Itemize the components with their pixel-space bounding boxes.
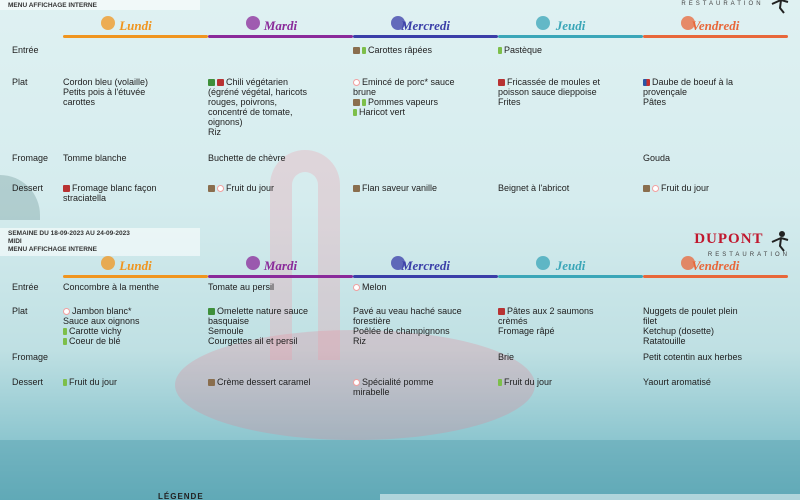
menu-cell-dessert-lundi — [63, 183, 203, 203]
day-underline — [498, 35, 643, 38]
week-2-menu — [0, 222, 800, 412]
dish-line — [208, 87, 348, 97]
chef-figure-icon — [768, 0, 790, 14]
week-1-header — [0, 0, 200, 10]
dish-line — [643, 87, 783, 97]
legend-bar — [380, 494, 800, 500]
dish-text: Carotte vichy — [69, 326, 122, 336]
label-rouge-icon — [217, 79, 224, 86]
pork-free-icon — [353, 79, 360, 86]
dish-text: Chili végétarien — [226, 77, 289, 87]
row-label-dessert: Dessert — [12, 377, 44, 387]
dish-line — [643, 316, 783, 326]
dish-line — [643, 153, 783, 163]
row-label-fromage: Fromage — [12, 352, 49, 362]
dish-text: Fruit du jour — [661, 183, 710, 193]
dish-text: Pâtes — [643, 97, 667, 107]
menu-cell-plat-lundi — [63, 306, 203, 346]
legend-title: LÉGENDE — [158, 492, 204, 500]
menu-cell-entree-mardi — [208, 282, 348, 292]
day-name: Jeudi — [555, 18, 586, 33]
dish-line — [643, 352, 783, 362]
dish-line — [353, 336, 493, 346]
dish-text: Pastèque — [504, 45, 543, 55]
menu-cell-entree-mercredi — [353, 45, 493, 55]
dish-line — [498, 77, 638, 87]
menu-cell-plat-mercredi — [353, 77, 493, 117]
menu-cell-dessert-mercredi — [353, 377, 493, 397]
dish-line — [63, 326, 203, 336]
label-rouge-icon — [498, 79, 505, 86]
dish-line — [643, 326, 783, 336]
menu-cell-plat-mercredi — [353, 306, 493, 346]
dish-line — [208, 153, 348, 163]
week-1-menu — [0, 0, 800, 215]
dish-text: Cordon bleu (volaille) — [63, 77, 149, 87]
dish-line — [63, 377, 203, 387]
dish-text: Ratatouille — [643, 336, 686, 346]
plant-icon — [353, 109, 357, 116]
day-name: Vendredi — [691, 258, 740, 273]
local-icon — [353, 47, 360, 54]
dish-line — [353, 77, 493, 87]
day-underline — [208, 275, 353, 278]
seasonal-icon — [353, 284, 360, 291]
dish-text: Spécialité pomme — [362, 377, 434, 387]
menu-cell-fromage-vendredi — [643, 352, 783, 362]
dish-text: forestière — [353, 316, 391, 326]
dish-text: Poêlée de champignons — [353, 326, 450, 336]
day-name: Mardi — [263, 258, 298, 273]
dish-text: (égréné végétal, haricots — [208, 87, 308, 97]
dish-line — [208, 183, 348, 193]
dish-text: Haricot vert — [359, 107, 406, 117]
dish-line — [208, 282, 348, 292]
brand-tagline: RESTAURATION — [707, 252, 790, 258]
dish-text: Melon — [362, 282, 387, 292]
dish-text: Fricassée de moules et — [507, 77, 601, 87]
chef-figure-icon — [768, 230, 790, 252]
menu-cell-plat-lundi — [63, 77, 203, 107]
dish-line — [353, 183, 493, 193]
dish-text: brune — [353, 87, 377, 97]
dish-line — [63, 282, 203, 292]
dish-line — [498, 326, 638, 336]
dish-text: rouges, poivrons, — [208, 97, 278, 107]
row-label-fromage: Fromage — [12, 153, 49, 163]
dish-line — [63, 306, 203, 316]
dish-text: basquaise — [208, 316, 250, 326]
day-name: Mercredi — [400, 258, 451, 273]
dish-text: Frites — [498, 97, 521, 107]
dish-line — [208, 336, 348, 346]
dish-line — [208, 77, 348, 87]
dish-text: Riz — [208, 127, 221, 137]
dish-line — [63, 183, 203, 193]
vegetarian-icon — [208, 79, 215, 86]
seasonal-icon — [652, 185, 659, 192]
row-label-entree: Entrée — [12, 282, 39, 292]
dish-text: Tomate au persil — [208, 282, 275, 292]
week-1-header-text: MENU AFFICHAGE INTERNE — [8, 2, 97, 9]
plant-icon — [362, 47, 366, 54]
dish-line — [353, 387, 493, 397]
dish-text: Daube de boeuf à la — [652, 77, 734, 87]
dish-text: Gouda — [643, 153, 671, 163]
dish-text: carottes — [63, 97, 96, 107]
dish-line — [208, 316, 348, 326]
dish-text: Fruit du jour — [226, 183, 275, 193]
menu-cell-plat-vendredi — [643, 306, 783, 346]
day-header-lundi — [63, 14, 208, 42]
day-header-mardi — [208, 254, 353, 282]
row-label-dessert: Dessert — [12, 183, 44, 193]
menu-cell-dessert-vendredi — [643, 183, 783, 193]
day-name: Mercredi — [400, 18, 451, 33]
flag-icon — [643, 79, 650, 86]
day-underline — [63, 275, 208, 278]
dish-text: Fromage blanc façon — [72, 183, 157, 193]
dish-line — [643, 306, 783, 316]
dish-line — [208, 127, 348, 137]
dish-text: filet — [643, 316, 658, 326]
day-name: Jeudi — [555, 258, 586, 273]
menu-cell-plat-jeudi — [498, 77, 638, 107]
day-name: Mardi — [263, 18, 298, 33]
dish-line — [498, 183, 638, 193]
menu-cell-dessert-mardi — [208, 183, 348, 193]
menu-cell-plat-jeudi — [498, 306, 638, 336]
dish-line — [63, 316, 203, 326]
dish-line — [498, 306, 638, 316]
dish-text: concentré de tomate, — [208, 107, 293, 117]
menu-cell-dessert-lundi — [63, 377, 203, 387]
dish-text: Omelette nature sauce — [217, 306, 309, 316]
dish-line — [353, 87, 493, 97]
plant-icon — [63, 328, 67, 335]
row-label-plat: Plat — [12, 306, 28, 316]
dish-line — [208, 117, 348, 127]
dish-line — [498, 377, 638, 387]
day-underline — [353, 275, 498, 278]
dish-line — [353, 107, 493, 117]
local-icon — [208, 379, 215, 386]
day-header-mardi — [208, 14, 353, 42]
menu-cell-plat-vendredi — [643, 77, 783, 107]
menu-cell-dessert-jeudi — [498, 377, 638, 387]
dish-line — [498, 316, 638, 326]
day-underline — [643, 275, 788, 278]
dish-text: Emincé de porc* sauce — [362, 77, 455, 87]
plant-icon — [498, 47, 502, 54]
dish-text: Coeur de blé — [69, 336, 121, 346]
day-header-jeudi — [498, 254, 643, 282]
dish-line — [63, 153, 203, 163]
menu-cell-fromage-vendredi — [643, 153, 783, 163]
dish-line — [63, 87, 203, 97]
local-icon — [353, 99, 360, 106]
brand-logo — [681, 0, 790, 14]
dish-line — [353, 306, 493, 316]
dish-line — [63, 193, 203, 203]
dish-line — [498, 97, 638, 107]
dish-line — [498, 45, 638, 55]
dish-line — [208, 326, 348, 336]
dish-text: Flan saveur vanille — [362, 183, 438, 193]
dish-text: Fruit du jour — [69, 377, 118, 387]
menu-cell-entree-lundi — [63, 282, 203, 292]
week-2-header-text: MENU AFFICHAGE INTERNE — [8, 246, 97, 253]
row-label-plat: Plat — [12, 77, 28, 87]
dish-line — [208, 97, 348, 107]
dish-line — [643, 336, 783, 346]
dish-line — [643, 183, 783, 193]
plant-icon — [498, 379, 502, 386]
day-header-lundi — [63, 254, 208, 282]
dish-text: crèmés — [498, 316, 528, 326]
day-name: Vendredi — [691, 18, 740, 33]
week-2-days — [60, 254, 800, 282]
dish-text: Petit cotentin aux herbes — [643, 352, 743, 362]
menu-cell-dessert-mercredi — [353, 183, 493, 193]
dish-text: Fruit du jour — [504, 377, 553, 387]
pork-free-icon — [63, 308, 70, 315]
brand-name: DUPONT — [694, 231, 764, 247]
day-underline — [643, 35, 788, 38]
dish-text: Carottes râpées — [368, 45, 433, 55]
label-rouge-icon — [498, 308, 505, 315]
dish-text: Pommes vapeurs — [368, 97, 439, 107]
dish-line — [498, 87, 638, 97]
label-rouge-icon — [63, 185, 70, 192]
menu-cell-dessert-vendredi — [643, 377, 783, 387]
dish-line — [208, 107, 348, 117]
day-header-mercredi — [353, 254, 498, 282]
day-underline — [63, 35, 208, 38]
dish-line — [643, 77, 783, 87]
day-underline — [208, 35, 353, 38]
menu-cell-dessert-jeudi — [498, 183, 638, 193]
dish-text: Courgettes ail et persil — [208, 336, 298, 346]
menu-cell-plat-mardi — [208, 306, 348, 346]
day-underline — [498, 275, 643, 278]
plant-icon — [63, 338, 67, 345]
week-1-days — [60, 14, 800, 42]
dish-text: Sauce aux oignons — [63, 316, 140, 326]
dish-line — [643, 97, 783, 107]
brand-tagline: RESTAURATION — [681, 1, 764, 7]
dish-text: Riz — [353, 336, 366, 346]
day-header-vendredi — [643, 14, 788, 42]
dish-text: Brie — [498, 352, 515, 362]
menu-cell-fromage-mardi — [208, 153, 348, 163]
day-name: Lundi — [119, 258, 152, 273]
menu-cell-entree-jeudi — [498, 45, 638, 55]
local-icon — [643, 185, 650, 192]
dish-line — [63, 77, 203, 87]
dish-line — [498, 352, 638, 362]
dish-text: poisson sauce dieppoise — [498, 87, 597, 97]
day-header-vendredi — [643, 254, 788, 282]
dish-line — [63, 336, 203, 346]
week-2-header — [0, 228, 200, 256]
dish-line — [353, 45, 493, 55]
day-header-jeudi — [498, 14, 643, 42]
week-2-date-range: SEMAINE DU 18-09-2023 AU 24-09-2023 — [8, 230, 130, 237]
day-name: Lundi — [119, 18, 152, 33]
menu-cell-fromage-lundi — [63, 153, 203, 163]
dish-text: Crème dessert caramel — [217, 377, 311, 387]
dish-line — [353, 377, 493, 387]
seasonal-icon — [353, 379, 360, 386]
dish-text: Yaourt aromatisé — [643, 377, 711, 387]
dish-text: Jambon blanc* — [72, 306, 132, 316]
dish-text: Petits pois à l'étuvée — [63, 87, 146, 97]
dish-text: Pavé au veau haché sauce — [353, 306, 462, 316]
dish-text: Tomme blanche — [63, 153, 127, 163]
dish-line — [63, 97, 203, 107]
dish-line — [208, 377, 348, 387]
dish-line — [208, 306, 348, 316]
menu-cell-fromage-jeudi — [498, 352, 638, 362]
menu-cell-dessert-mardi — [208, 377, 348, 387]
dish-text: Pâtes aux 2 saumons — [507, 306, 594, 316]
dish-line — [353, 326, 493, 336]
dish-text: Buchette de chèvre — [208, 153, 286, 163]
seasonal-icon — [217, 185, 224, 192]
dish-text: Fromage râpé — [498, 326, 555, 336]
dish-text: Beignet à l'abricot — [498, 183, 570, 193]
dish-line — [353, 97, 493, 107]
plant-icon — [63, 379, 67, 386]
menu-cell-entree-mercredi — [353, 282, 493, 292]
local-icon — [353, 185, 360, 192]
week-2-meal: MIDI — [8, 238, 22, 245]
day-underline — [353, 35, 498, 38]
dish-text: provençale — [643, 87, 688, 97]
local-icon — [208, 185, 215, 192]
row-label-entree: Entrée — [12, 45, 39, 55]
sea-background — [0, 440, 800, 500]
dish-text: Concombre à la menthe — [63, 282, 160, 292]
menu-cell-plat-mardi — [208, 77, 348, 137]
dish-line — [353, 282, 493, 292]
dish-text: mirabelle — [353, 387, 390, 397]
dish-text: Semoule — [208, 326, 244, 336]
dish-text: Nuggets de poulet plein — [643, 306, 738, 316]
plant-icon — [362, 99, 366, 106]
dish-text: straciatella — [63, 193, 107, 203]
dish-text: oignons) — [208, 117, 243, 127]
dish-line — [353, 316, 493, 326]
dish-line — [643, 377, 783, 387]
vegetarian-icon — [208, 308, 215, 315]
dish-text: Ketchup (dosette) — [643, 326, 715, 336]
day-header-mercredi — [353, 14, 498, 42]
